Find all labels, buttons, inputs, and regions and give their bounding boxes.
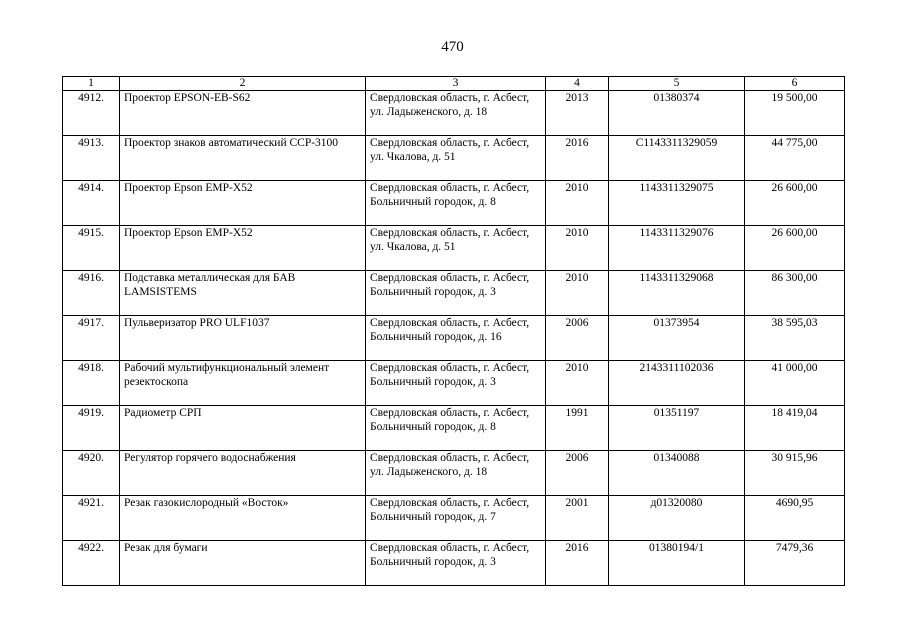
item-cost: 4690,95	[745, 496, 845, 541]
item-name: Проектор EPSON-EB-S62	[120, 91, 366, 136]
item-cost: 86 300,00	[745, 271, 845, 316]
column-header: 2	[120, 77, 366, 91]
item-address: Свердловская область, г. Асбест, ул. Ладыженского, д. 18	[366, 451, 546, 496]
table-row	[63, 406, 845, 451]
item-year: 1991	[546, 406, 609, 451]
row-number: 4919.	[63, 406, 120, 451]
row-number: 4918.	[63, 361, 120, 406]
item-inventory-number: 1143311329075	[609, 181, 745, 226]
item-cost: 18 419,04	[745, 406, 845, 451]
item-inventory-number: 01340088	[609, 451, 745, 496]
item-name: Регулятор горячего водоснабжения	[120, 451, 366, 496]
row-number: 4922.	[63, 541, 120, 586]
item-inventory-number: 01351197	[609, 406, 745, 451]
item-inventory-number: 1143311329068	[609, 271, 745, 316]
item-year: 2006	[546, 316, 609, 361]
item-inventory-number: 01380374	[609, 91, 745, 136]
item-year: 2016	[546, 136, 609, 181]
item-year: 2010	[546, 361, 609, 406]
column-header: 1	[63, 77, 120, 91]
item-inventory-number: 01373954	[609, 316, 745, 361]
item-cost: 44 775,00	[745, 136, 845, 181]
column-header: 5	[609, 77, 745, 91]
column-header: 3	[366, 77, 546, 91]
item-name: Пульверизатор PRO ULF1037	[120, 316, 366, 361]
item-year: 2016	[546, 541, 609, 586]
row-number: 4915.	[63, 226, 120, 271]
row-number: 4917.	[63, 316, 120, 361]
item-year: 2010	[546, 226, 609, 271]
row-number: 4914.	[63, 181, 120, 226]
item-name: Радиометр СРП	[120, 406, 366, 451]
item-name: Подставка металлическая для БАВ LAMSISTEMS	[120, 271, 366, 316]
row-number: 4912.	[63, 91, 120, 136]
table-row	[63, 496, 845, 541]
item-address: Свердловская область, г. Асбест, ул. Чкалова, д. 51	[366, 226, 546, 271]
item-cost: 38 595,03	[745, 316, 845, 361]
item-name: Проектор знаков автоматический CCP-3100	[120, 136, 366, 181]
table-row	[63, 451, 845, 496]
item-address: Свердловская область, г. Асбест, Больничный городок, д. 7	[366, 496, 546, 541]
column-header: 4	[546, 77, 609, 91]
item-cost: 41 000,00	[745, 361, 845, 406]
item-name: Резак газокислородный «Восток»	[120, 496, 366, 541]
table-row	[63, 136, 845, 181]
item-year: 2010	[546, 271, 609, 316]
table-row	[63, 181, 845, 226]
item-address: Свердловская область, г. Асбест, Больничный городок, д. 3	[366, 361, 546, 406]
item-cost: 26 600,00	[745, 181, 845, 226]
item-address: Свердловская область, г. Асбест, Больничный городок, д. 3	[366, 541, 546, 586]
row-number: 4916.	[63, 271, 120, 316]
table-row	[63, 316, 845, 361]
item-cost: 30 915,96	[745, 451, 845, 496]
item-year: 2013	[546, 91, 609, 136]
table-row	[63, 271, 845, 316]
table-row	[63, 226, 845, 271]
item-address: Свердловская область, г. Асбест, Больничный городок, д. 8	[366, 406, 546, 451]
item-cost: 7479,36	[745, 541, 845, 586]
header-row	[63, 77, 845, 91]
page-number: 470	[441, 39, 464, 55]
item-address: Свердловская область, г. Асбест, Больничный городок, д. 3	[366, 271, 546, 316]
row-number: 4921.	[63, 496, 120, 541]
item-address: Свердловская область, г. Асбест, Больничный городок, д. 16	[366, 316, 546, 361]
item-name: Проектор Epson EMP-X52	[120, 226, 366, 271]
row-number: 4920.	[63, 451, 120, 496]
row-number: 4913.	[63, 136, 120, 181]
item-name: Проектор Epson EMP-X52	[120, 181, 366, 226]
item-year: 2010	[546, 181, 609, 226]
column-header: 6	[745, 77, 845, 91]
table-row	[63, 361, 845, 406]
item-inventory-number: 2143311102036	[609, 361, 745, 406]
item-inventory-number: 1143311329076	[609, 226, 745, 271]
item-address: Свердловская область, г. Асбест, Больничный городок, д. 8	[366, 181, 546, 226]
item-address: Свердловская область, г. Асбест, ул. Чкалова, д. 51	[366, 136, 546, 181]
item-year: 2001	[546, 496, 609, 541]
property-registry-table	[62, 76, 845, 586]
item-inventory-number: д01320080	[609, 496, 745, 541]
item-inventory-number: 01380194/1	[609, 541, 745, 586]
item-address: Свердловская область, г. Асбест, ул. Ладыженского, д. 18	[366, 91, 546, 136]
item-cost: 26 600,00	[745, 226, 845, 271]
item-cost: 19 500,00	[745, 91, 845, 136]
table-row	[63, 541, 845, 586]
item-year: 2006	[546, 451, 609, 496]
item-inventory-number: С1143311329059	[609, 136, 745, 181]
item-name: Резак для бумаги	[120, 541, 366, 586]
item-name: Рабочий мультифункциональный элемент резектоскопа	[120, 361, 366, 406]
table-row	[63, 91, 845, 136]
